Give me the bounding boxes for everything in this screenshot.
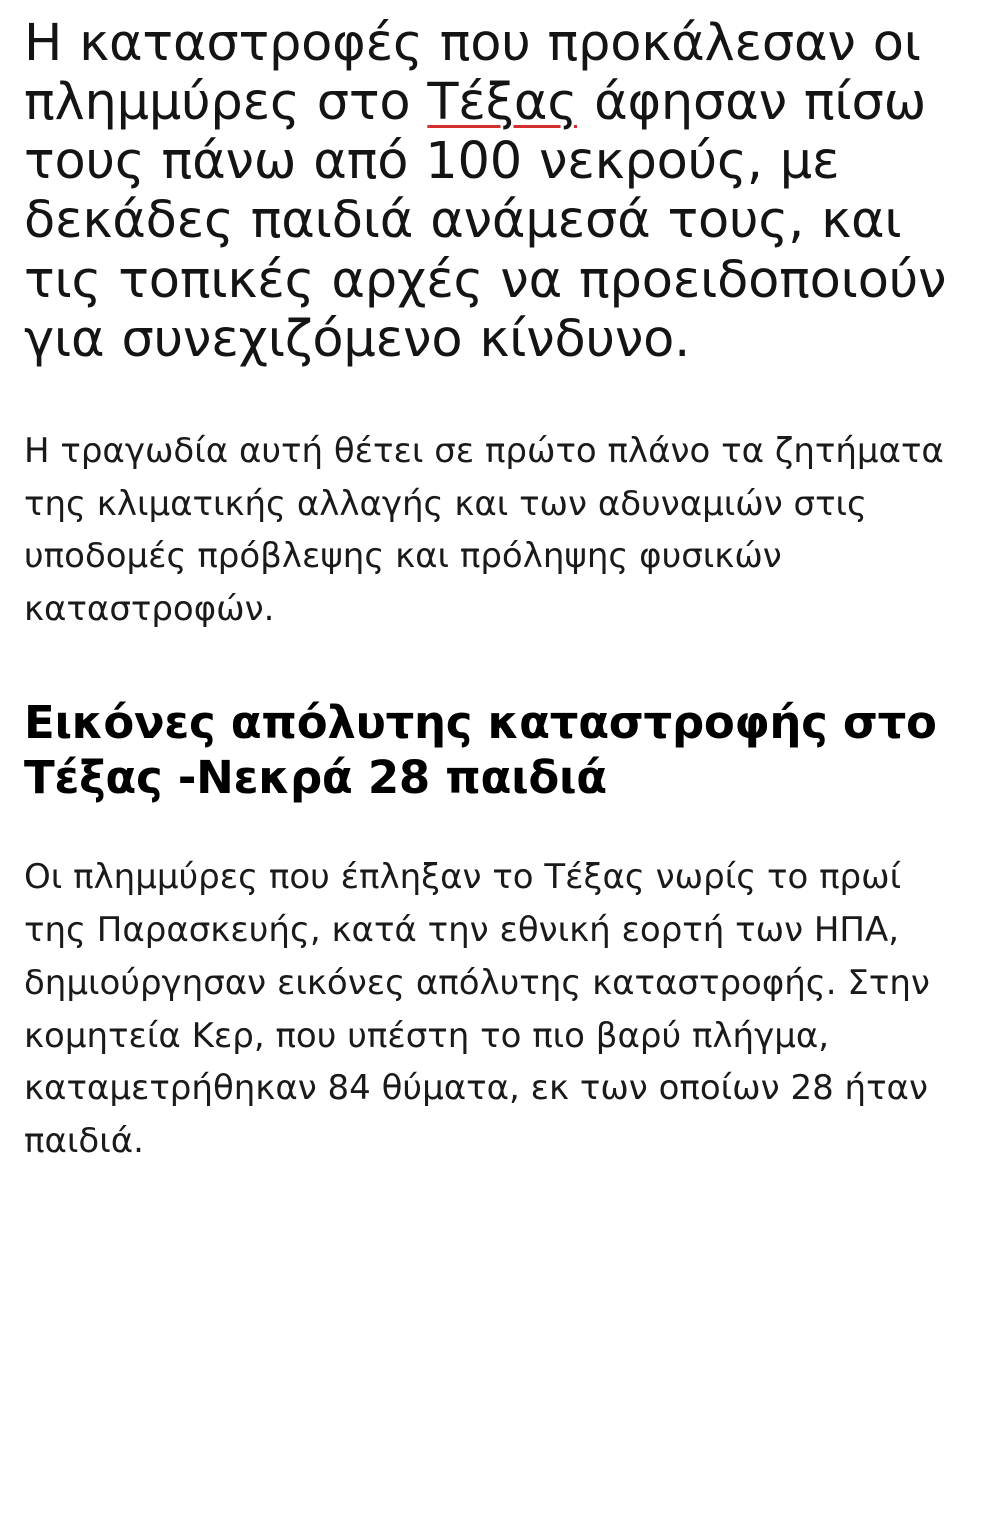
lead-text-after: άφησαν πίσω τους πάνω από 100 νεκρούς, με δεκάδες παιδιά ανάμεσά τους, και τις τοπικές αρχές να προειδοποιούν για συνεχιζόμενο κίνδυνο. xyxy=(24,73,947,369)
lead-text-before: Η καταστροφές που προκάλεσαν οι πλημμύρες στο xyxy=(24,14,921,133)
section-heading-1: Εικόνες απόλυτης καταστροφής στο Τέξας -Νεκρά 28 παιδιά xyxy=(24,695,937,804)
lead-paragraph xyxy=(24,14,967,369)
body-paragraph-2: Οι πλημμύρες που έπληξαν το Τέξας νωρίς το πρωί της Παρασκευής, κατά την εθνική εορτή των ΗΠΑ, δημιούργησαν εικόνες απόλυτης καταστροφής. Στην κομητεία Κερ, που υπέστη το πιο βαρύ πλήγμα, καταμετρήθηκαν 84 θύματα, εκ των οποίων 28 ήταν παιδιά. xyxy=(24,857,930,1161)
body-paragraph-1: Η τραγωδία αυτή θέτει σε πρώτο πλάνο τα ζητήματα της κλιματικής αλλαγής και των αδυναμιών στις υποδομές πρόβλεψης και πρόληψης φυσικών καταστροφών. xyxy=(24,430,944,629)
spellcheck-marked-word[interactable]: Τέξας xyxy=(427,73,578,133)
